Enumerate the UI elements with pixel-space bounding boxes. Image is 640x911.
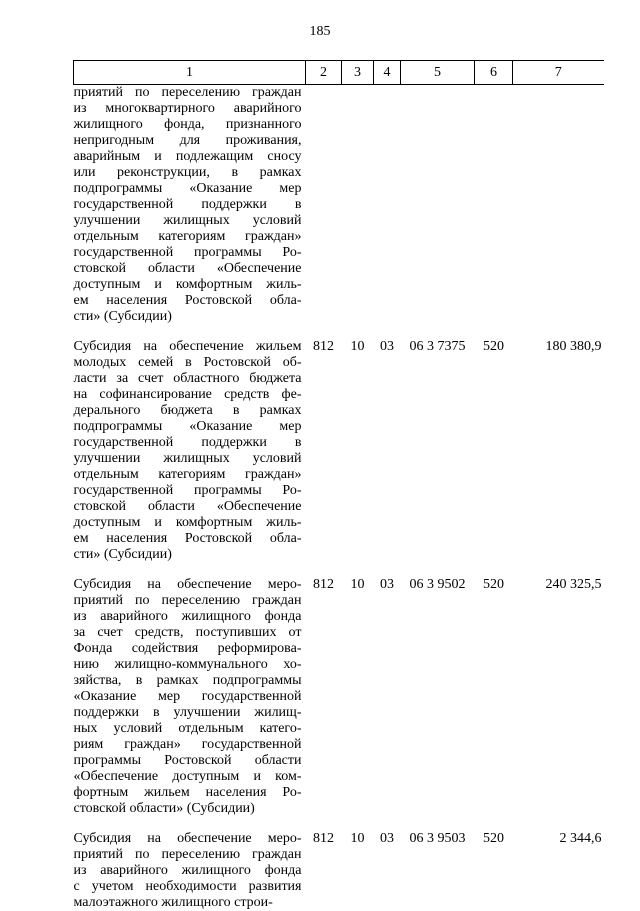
description-line: ем населения Ростовской обла-: [74, 293, 302, 309]
description-line: приятий по переселению граждан: [74, 85, 302, 101]
description-line: из аварийного жилищного фонда: [74, 609, 302, 625]
amount-value: 180 380,9: [513, 339, 604, 563]
description-line: малоэтажного жилищного строи-: [74, 895, 302, 911]
description-line: отдельным категориям граждан»: [74, 229, 302, 245]
subsection-code: 03: [374, 339, 401, 563]
table-header: [74, 61, 604, 85]
table-row: [74, 577, 604, 817]
description-line: стовской области «Обеспечение: [74, 261, 302, 277]
budget-table: [73, 60, 604, 911]
description-line: государственной программы Ро-: [74, 483, 302, 499]
section-code: 10: [342, 577, 374, 817]
table-row: [74, 85, 604, 326]
amount-value: 240 325,5: [513, 577, 604, 817]
description-line: ласти за счет областного бюджета: [74, 371, 302, 387]
description-line: или реконструкции, в рамках: [74, 165, 302, 181]
table-row: [74, 339, 604, 563]
header-col-2: 2: [306, 61, 342, 85]
ministry-code: 812: [306, 831, 342, 911]
description-line: из аварийного жилищного фонда: [74, 863, 302, 879]
target-article-code: 06 3 7375: [401, 339, 475, 563]
row-spacer: [74, 325, 604, 339]
subsection-code: [374, 85, 401, 326]
description-line: стовской области «Обеспечение: [74, 499, 302, 515]
row-spacer-cell: [74, 563, 604, 577]
subsection-code: 03: [374, 831, 401, 911]
table-body: [74, 85, 604, 911]
description-line: государственной поддержки в: [74, 435, 302, 451]
section-code: 10: [342, 339, 374, 563]
subsection-code: 03: [374, 577, 401, 817]
description-line: стовской области» (Субсидии): [74, 801, 302, 817]
description-line: государственной поддержки в: [74, 197, 302, 213]
section-code: 10: [342, 831, 374, 911]
row-spacer: [74, 817, 604, 831]
description-line: на софинансирование средств фе-: [74, 387, 302, 403]
row-spacer: [74, 563, 604, 577]
description-line: за счет средств, поступивших от: [74, 625, 302, 641]
description-line: непригодным для проживания,: [74, 133, 302, 149]
description-line: жилищного фонда, признанного: [74, 117, 302, 133]
description-line: доступным и комфортным жиль-: [74, 277, 302, 293]
description-line: Субсидия на обеспечение жильем: [74, 339, 302, 355]
target-article-code: 06 3 9503: [401, 831, 475, 911]
description-line: подпрограммы «Оказание мер: [74, 181, 302, 197]
row-spacer-cell: [74, 817, 604, 831]
description-line: приятий по переселению граждан: [74, 847, 302, 863]
description-line: приятий по переселению граждан: [74, 593, 302, 609]
expense-type-code: 520: [475, 339, 513, 563]
description-line: ных условий отдельным катего-: [74, 721, 302, 737]
description-line: молодых семей в Ростовской об-: [74, 355, 302, 371]
row-description: [74, 85, 306, 326]
amount-value: [513, 85, 604, 326]
ministry-code: 812: [306, 339, 342, 563]
target-article-code: [401, 85, 475, 326]
header-col-4: 4: [374, 61, 401, 85]
description-line: доступным и комфортным жиль-: [74, 515, 302, 531]
ministry-code: 812: [306, 577, 342, 817]
section-code: [342, 85, 374, 326]
header-col-1: 1: [74, 61, 306, 85]
description-line: «Обеспечение доступным и ком-: [74, 769, 302, 785]
description-line: нию жилищно-коммунального хо-: [74, 657, 302, 673]
row-description: [74, 831, 306, 911]
description-line: Субсидия на обеспечение меро-: [74, 577, 302, 593]
description-line: с учетом необходимости развития: [74, 879, 302, 895]
header-col-7: 7: [513, 61, 604, 85]
description-line: отдельным категориям граждан»: [74, 467, 302, 483]
description-line: из многоквартирного аварийного: [74, 101, 302, 117]
description-line: ем населения Ростовской обла-: [74, 531, 302, 547]
description-line: программы Ростовской области: [74, 753, 302, 769]
description-line: Субсидия на обеспечение меро-: [74, 831, 302, 847]
description-line: сти» (Субсидии): [74, 547, 302, 563]
description-line: риям граждан» государственной: [74, 737, 302, 753]
description-line: государственной программы Ро-: [74, 245, 302, 261]
table-row: [74, 831, 604, 911]
header-row: [74, 61, 604, 85]
description-line: дерального бюджета в рамках: [74, 403, 302, 419]
description-line: «Оказание мер государственной: [74, 689, 302, 705]
description-line: аварийным и подлежащим сносу: [74, 149, 302, 165]
header-col-3: 3: [342, 61, 374, 85]
description-line: поддержки в улучшении жилищ-: [74, 705, 302, 721]
amount-value: 2 344,6: [513, 831, 604, 911]
description-line: фортным жильем населения Ро-: [74, 785, 302, 801]
expense-type-code: [475, 85, 513, 326]
row-spacer-cell: [74, 325, 604, 339]
description-line: Фонда содействия реформирова-: [74, 641, 302, 657]
row-description: [74, 339, 306, 563]
description-line: улучшении жилищных условий: [74, 213, 302, 229]
target-article-code: 06 3 9502: [401, 577, 475, 817]
description-line: зяйства, в рамках подпрограммы: [74, 673, 302, 689]
page-number: 185: [0, 24, 640, 40]
expense-type-code: 520: [475, 831, 513, 911]
description-line: сти» (Субсидии): [74, 309, 302, 325]
header-col-6: 6: [475, 61, 513, 85]
expense-type-code: 520: [475, 577, 513, 817]
ministry-code: [306, 85, 342, 326]
row-description: [74, 577, 306, 817]
description-line: улучшении жилищных условий: [74, 451, 302, 467]
header-col-5: 5: [401, 61, 475, 85]
description-line: подпрограммы «Оказание мер: [74, 419, 302, 435]
